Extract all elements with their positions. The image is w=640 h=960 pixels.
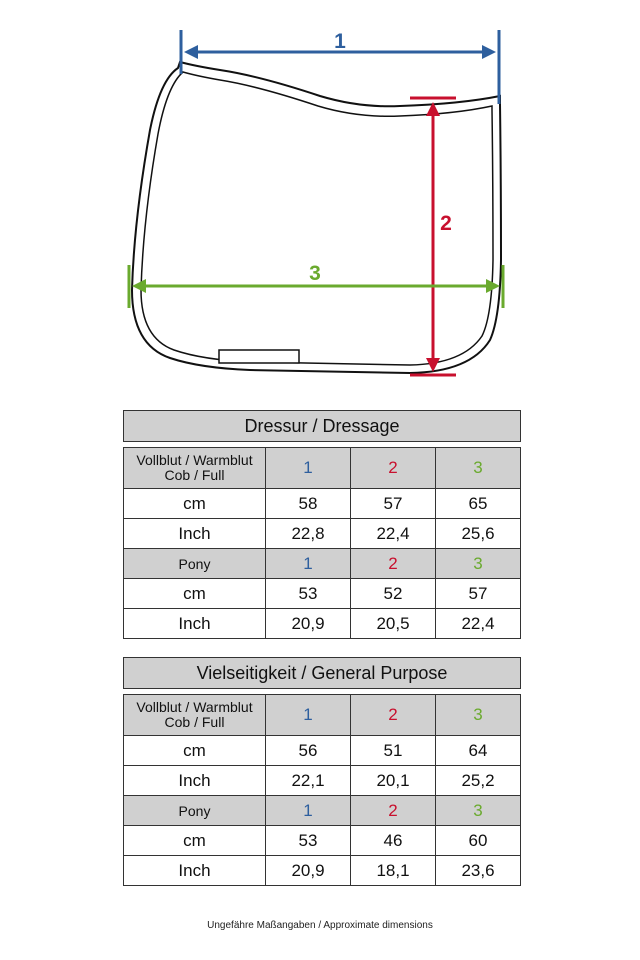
unit-cell: cm bbox=[124, 579, 266, 609]
col-header-2: 2 bbox=[351, 695, 436, 736]
value-cell: 53 bbox=[266, 826, 351, 856]
table-row bbox=[124, 609, 521, 639]
dim3-arrow-left bbox=[132, 279, 146, 293]
col-header-2: 2 bbox=[351, 448, 436, 489]
dim3-label: 3 bbox=[309, 262, 321, 285]
unit-cell: Inch bbox=[124, 609, 266, 639]
unit-cell: Inch bbox=[124, 519, 266, 549]
value-cell: 20,9 bbox=[266, 856, 351, 886]
value-cell: 25,6 bbox=[436, 519, 521, 549]
value-cell: 56 bbox=[266, 736, 351, 766]
dim3-arrow-right bbox=[486, 279, 500, 293]
col-header-3: 3 bbox=[436, 448, 521, 489]
group-label: Vollblut / Warmblut Cob / Full bbox=[124, 448, 266, 489]
footer-note: Ungefähre Maßangaben / Approximate dimensions bbox=[207, 920, 433, 931]
unit-cell: Inch bbox=[124, 856, 266, 886]
value-cell: 51 bbox=[351, 736, 436, 766]
table-row bbox=[124, 579, 521, 609]
dressage-size-table bbox=[123, 410, 521, 639]
strap-slot bbox=[219, 350, 299, 363]
value-cell: 57 bbox=[351, 489, 436, 519]
value-cell: 64 bbox=[436, 736, 521, 766]
table-row bbox=[124, 856, 521, 886]
value-cell: 18,1 bbox=[351, 856, 436, 886]
col-header-1: 1 bbox=[266, 695, 351, 736]
value-cell: 20,1 bbox=[351, 766, 436, 796]
group-label: Vollblut / Warmblut Cob / Full bbox=[124, 695, 266, 736]
dim1-arrow-right bbox=[482, 45, 496, 59]
col-header-2: 2 bbox=[351, 549, 436, 579]
unit-cell: cm bbox=[124, 489, 266, 519]
table-row bbox=[124, 519, 521, 549]
table-title: Dressur / Dressage bbox=[124, 411, 521, 442]
value-cell: 25,2 bbox=[436, 766, 521, 796]
value-cell: 53 bbox=[266, 579, 351, 609]
general-purpose-size-table bbox=[123, 657, 521, 886]
value-cell: 23,6 bbox=[436, 856, 521, 886]
value-cell: 20,5 bbox=[351, 609, 436, 639]
value-cell: 46 bbox=[351, 826, 436, 856]
value-cell: 20,9 bbox=[266, 609, 351, 639]
table-header-row bbox=[124, 549, 521, 579]
unit-cell: Inch bbox=[124, 766, 266, 796]
table-row bbox=[124, 736, 521, 766]
group-label: Pony bbox=[124, 796, 266, 826]
value-cell: 22,1 bbox=[266, 766, 351, 796]
value-cell: 52 bbox=[351, 579, 436, 609]
table-header-row bbox=[124, 448, 521, 489]
table-row bbox=[124, 489, 521, 519]
col-header-3: 3 bbox=[436, 695, 521, 736]
dim1-label: 1 bbox=[334, 30, 346, 53]
value-cell: 22,4 bbox=[436, 609, 521, 639]
value-cell: 60 bbox=[436, 826, 521, 856]
unit-cell: cm bbox=[124, 736, 266, 766]
table-row bbox=[124, 826, 521, 856]
table-title: Vielseitigkeit / General Purpose bbox=[124, 658, 521, 689]
col-header-3: 3 bbox=[436, 796, 521, 826]
unit-cell: cm bbox=[124, 826, 266, 856]
col-header-2: 2 bbox=[351, 796, 436, 826]
col-header-3: 3 bbox=[436, 549, 521, 579]
dim2-label: 2 bbox=[440, 212, 452, 235]
value-cell: 57 bbox=[436, 579, 521, 609]
table-row bbox=[124, 766, 521, 796]
table-header-row bbox=[124, 695, 521, 736]
dim1-arrow-left bbox=[184, 45, 198, 59]
value-cell: 58 bbox=[266, 489, 351, 519]
col-header-1: 1 bbox=[266, 448, 351, 489]
col-header-1: 1 bbox=[266, 796, 351, 826]
group-label: Pony bbox=[124, 549, 266, 579]
value-cell: 65 bbox=[436, 489, 521, 519]
table-header-row bbox=[124, 796, 521, 826]
value-cell: 22,8 bbox=[266, 519, 351, 549]
value-cell: 22,4 bbox=[351, 519, 436, 549]
saddle-pad-diagram bbox=[0, 0, 640, 400]
col-header-1: 1 bbox=[266, 549, 351, 579]
